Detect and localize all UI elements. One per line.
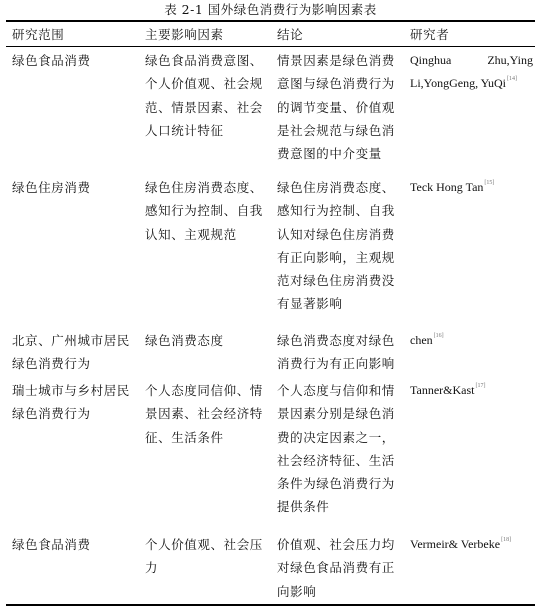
row4-author bbox=[410, 379, 533, 402]
row2-conclusion: 绿色住房消费态度、感知行为控制、自我认知对绿色住房消费有正向影响，主观规范对绿色住房消费没有显著影响 bbox=[277, 180, 395, 312]
row2-citation: [15] bbox=[484, 180, 495, 186]
row2-scope: 绿色住房消费 bbox=[12, 180, 91, 195]
header-rule bbox=[6, 46, 535, 47]
row1-citation: [14] bbox=[507, 76, 518, 83]
row5-author-name: Vermeir& Verbeke bbox=[410, 537, 501, 551]
row5-author bbox=[410, 533, 533, 556]
table-top-rule bbox=[6, 20, 535, 22]
row1-author bbox=[410, 49, 533, 96]
table-bottom-rule bbox=[6, 604, 535, 606]
header-conclusion: 结论 bbox=[277, 27, 304, 42]
row3-factors: 绿色消费态度 bbox=[145, 333, 224, 348]
row2-factors: 绿色住房消费态度、感知行为控制、自我认知、主观规范 bbox=[145, 180, 263, 242]
row2-author-name: Teck Hong Tan bbox=[410, 180, 484, 194]
row4-factors: 个人态度同信仰、情景因素、社会经济特征、生活条件 bbox=[145, 383, 263, 445]
row3-scope: 北京、广州城市居民绿色消费行为 bbox=[12, 333, 130, 372]
row4-scope: 瑞士城市与乡村居民绿色消费行为 bbox=[12, 383, 130, 422]
row5-conclusion: 价值观、社会压力均对绿色食品消费有正向影响 bbox=[277, 537, 395, 599]
row5-citation: [18] bbox=[501, 537, 512, 543]
row2-author bbox=[410, 176, 533, 199]
header-factors: 主要影响因素 bbox=[145, 27, 224, 42]
row4-author-name: Tanner&Kast bbox=[410, 383, 475, 397]
row3-author-name: chen bbox=[410, 333, 433, 347]
row3-conclusion: 绿色消费态度对绿色消费行为有正向影响 bbox=[277, 333, 395, 372]
row3-author bbox=[410, 329, 533, 352]
row4-citation: [17] bbox=[475, 383, 486, 389]
row1-conclusion: 情景因素是绿色消费意图与绿色消费行为的调节变量、价值观是社会规范与绿色消费意图的中介变量 bbox=[277, 53, 395, 162]
row4-conclusion: 个人态度与信仰和情景因素分别是绿色消费的决定因素之一，社会经济特征、生活条件为绿色消费行为提供条件 bbox=[277, 383, 395, 515]
header-author: 研究者 bbox=[410, 27, 450, 42]
row3-citation: [16] bbox=[433, 333, 444, 339]
table-caption: 表 2-1 国外绿色消费行为影响因素表 bbox=[164, 2, 377, 17]
row1-factors: 绿色食品消费意图、个人价值观、社会规范、情景因素、社会人口统计特征 bbox=[145, 53, 263, 138]
row5-factors: 个人价值观、社会压力 bbox=[145, 537, 263, 576]
header-scope: 研究范围 bbox=[12, 27, 65, 42]
row1-scope: 绿色食品消费 bbox=[12, 53, 91, 68]
row5-scope: 绿色食品消费 bbox=[12, 537, 91, 552]
row1-author-name: Qinghua Zhu,Ying Li,YongGeng, YuQi bbox=[410, 53, 533, 91]
